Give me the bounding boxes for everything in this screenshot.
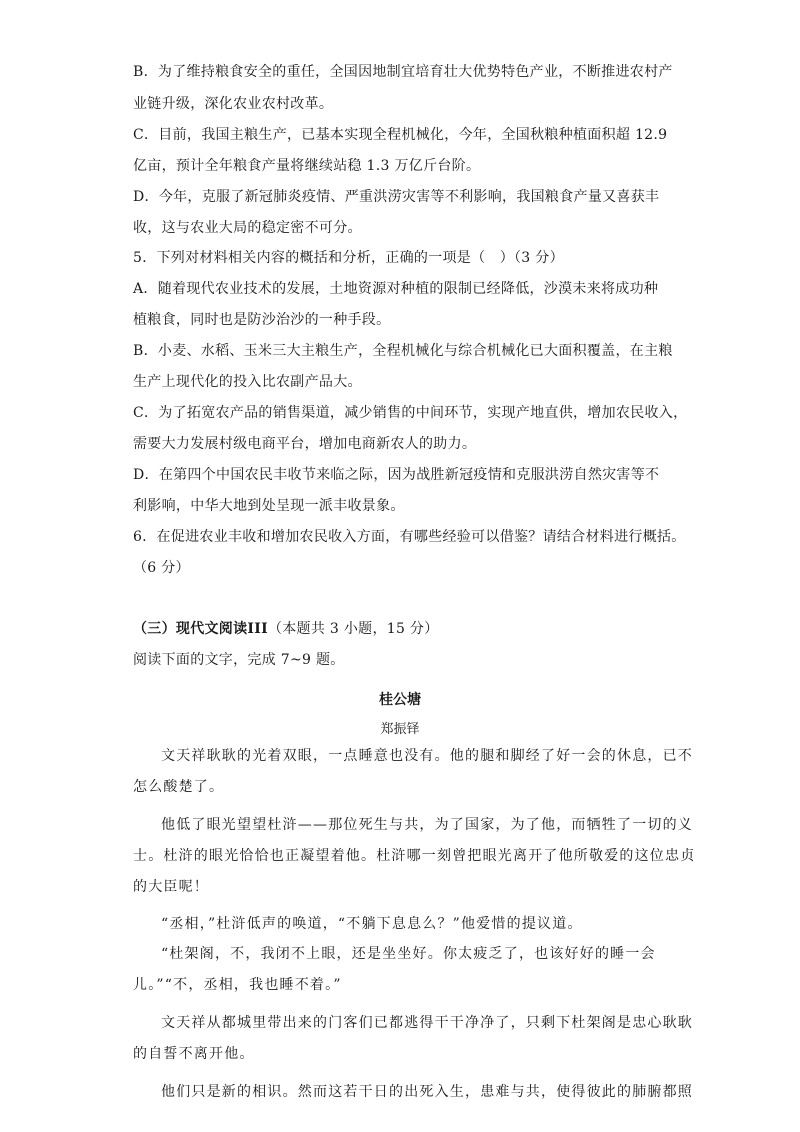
option-c-line-1: C．目前，我国主粮生产，已基本实现全程机械化，今年，全国秋粮种植面积超 12.9: [133, 127, 668, 143]
option-b-line-1: B．为了维持粮食安全的重任，全国因地制宜培育壮大优势特色产业，不断推进农村产: [133, 64, 673, 80]
story-line: 文天祥耿耿的光着双眼，一点睡意也没有。他的腿和脚经了好一会的休息，已不: [161, 748, 693, 764]
section-instruction: 阅读下面的文字，完成 7~9 题。: [133, 652, 345, 668]
option-d-line-2: 收，这与农业大局的稳定密不可分。: [133, 220, 362, 236]
q5-option-a-line-1: A．随着现代农业技术的发展，土地资源对种植的限制已经降低，沙漠未来将成功种: [133, 281, 659, 297]
q5-option-c-line-2: 需要大力发展村级电商平台，增加电商新农人的助力。: [133, 436, 477, 452]
story-title: 桂公塘: [379, 692, 421, 708]
q5-option-c-line-1: C．为了拓宽农产品的销售渠道，减少销售的中间环节，实现产地直供，增加农民收入，: [133, 405, 688, 421]
q5-option-b-line-1: B．小麦、水稻、玉米三大主粮生产，全程机械化与综合机械化已大面积覆盖，在主粮: [133, 343, 673, 359]
q5-option-a-line-2: 植粮食，同时也是防沙治沙的一种手段。: [133, 312, 391, 328]
q5-option-d-line-2: 利影响，中华大地到处呈现一派丰收景象。: [133, 498, 405, 514]
question-6-score: （6 分）: [133, 560, 190, 576]
story-line: 士。杜浒的眼光恰恰也正凝望着他。杜浒哪一刻曾把眼光离开了他所敬爱的这位忠贞: [133, 848, 696, 864]
question-5-stem: 5．下列对材料相关内容的概括和分析，正确的一项是（ ）（3 分）: [133, 250, 564, 266]
question-6-stem: 6．在促进农业丰收和增加农民收入方面，有哪些经验可以借鉴？请结合材料进行概括。: [133, 529, 686, 545]
story-line: “丞相，”杜浒低声的唤道，“不躺下息息么？”他爱惜的提议道。: [161, 916, 583, 932]
option-c-line-2: 亿亩，预计全年粮食产量将继续站稳 1.3 万亿斤台阶。: [133, 158, 481, 174]
section-heading: [133, 619, 439, 639]
story-line: 文天祥从都城里带出来的门客们已都逃得干干净净了，只剩下杜架阁是忠心耿耿: [161, 1015, 693, 1031]
story-line: 他们只是新的相识。然而这若干日的出死入生，患难与共，使得彼此的肺腑都照: [161, 1084, 693, 1100]
story-author: 郑振铎: [380, 722, 420, 737]
section-heading-title: （三）现代文阅读III: [133, 621, 268, 637]
q5-option-b-line-2: 生产上现代化的投入比农副产品大。: [133, 374, 362, 390]
story-line: 怎么酸楚了。: [133, 779, 225, 795]
q5-option-d-line-1: D．在第四个中国农民丰收节来临之际，因为战胜新冠疫情和克服洪涝自然灾害等不: [133, 467, 660, 483]
option-b-line-2: 业链升级，深化农业农村改革。: [133, 96, 334, 112]
section-heading-note: （本题共 3 小题，15 分）: [267, 621, 439, 637]
option-d-line-1: D．今年，克服了新冠肺炎疫情、严重洪涝灾害等不利影响，我国粮食产量又喜获丰: [133, 189, 660, 205]
story-line: 他低了眼光望望杜浒——那位死生与共，为了国家，为了他，而牺牲了一切的义: [161, 817, 693, 833]
story-line: 的自誓不离开他。: [133, 1046, 255, 1062]
story-line: “杜架阁，不，我闭不上眼，还是坐坐好。你太疲乏了，也该好好的睡一会: [161, 946, 656, 962]
story-line: 儿。”“不，丞相，我也睡不着。”: [133, 977, 342, 993]
story-line: 的大臣呢！: [133, 879, 209, 895]
